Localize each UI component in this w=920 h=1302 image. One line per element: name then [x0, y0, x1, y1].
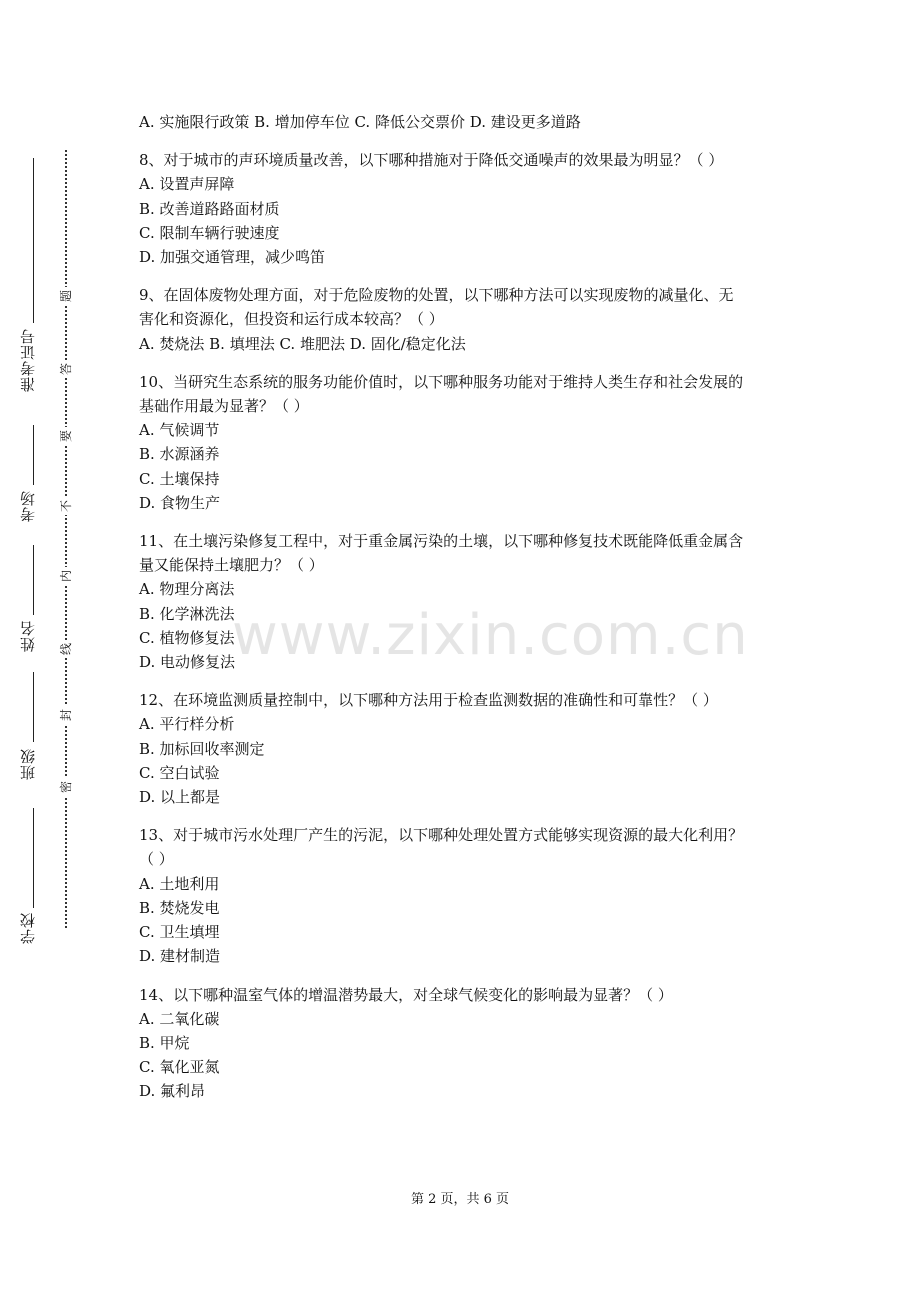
question-13	[139, 823, 789, 968]
option-a: A. 物理分离法	[139, 580, 235, 599]
option-b: B. 化学淋洗法	[139, 604, 235, 623]
seal-char: 内	[57, 567, 75, 585]
class-label: 班级	[19, 748, 37, 780]
seal-char: 答	[57, 360, 75, 378]
option-b: B. 焚烧发电	[139, 898, 220, 917]
question-9	[139, 283, 789, 356]
question-10	[139, 370, 789, 515]
page-footer	[0, 1188, 920, 1207]
exam-number-label: 准考证号	[19, 328, 37, 392]
question-stem: 8、对于城市的声环境质量改善，以下哪种措施对于降低交通噪声的效果最为明显？（ ）	[139, 151, 724, 170]
name-label: 姓名	[19, 620, 37, 652]
option-c: C. 卫生填埋	[139, 923, 220, 942]
option-c: C. 土壤保持	[139, 469, 220, 488]
option-b: B. 水源涵养	[139, 445, 220, 464]
option-a: A. 土地利用	[139, 874, 220, 893]
question-14	[139, 983, 789, 1104]
seal-char: 要	[57, 427, 75, 445]
name-field-line	[33, 545, 34, 615]
question-stem: 10、当研究生态系统的服务功能价值时，以下哪种服务功能对于维持人类生存和社会发展的	[139, 372, 744, 391]
option-d: D. 食物生产	[139, 493, 221, 512]
option-d: D. 建材制造	[139, 947, 221, 966]
option-line: A. 焚烧法 B. 填埋法 C. 堆肥法 D. 固化/稳定化法	[139, 334, 466, 353]
question-stem: 13、对于城市污水处理厂产生的污泥，以下哪种处理处置方式能够实现资源的最大化利用？	[139, 826, 744, 845]
page-number: 第 2 页，共 6 页	[410, 1192, 510, 1207]
name-field	[8, 620, 48, 652]
question-stem-cont: 量又能保持土壤肥力？（ ）	[139, 556, 324, 575]
option-b: B. 改善道路路面材质	[139, 199, 280, 218]
option-a: A. 平行样分析	[139, 715, 235, 734]
watermark: www.zixin.com.cn	[232, 603, 749, 668]
exam-number-field	[8, 328, 48, 392]
option-c: C. 植物修复法	[139, 628, 235, 647]
option-d: D. 电动修复法	[139, 653, 236, 672]
option-c: C. 氧化亚氮	[139, 1058, 220, 1077]
question-stem-cont: 害化和资源化，但投资和运行成本较高？（ ）	[139, 310, 444, 329]
option-a: A. 设置声屏障	[139, 175, 235, 194]
option-line: A. 实施限行政策 B. 增加停车位 C. 降低公交票价 D. 建设更多道路	[139, 113, 581, 131]
option-a: A. 二氧化碳	[139, 1009, 220, 1028]
question-stem-cont: 基础作用最为显著？（ ）	[139, 397, 309, 416]
seal-char: 密	[57, 778, 75, 796]
question-12	[139, 688, 789, 809]
option-c: C. 空白试验	[139, 763, 220, 782]
question-stem: 11、在土壤污染修复工程中，对于重金属污染的土壤，以下哪种修复技术既能降低重金属含	[139, 532, 744, 551]
option-b: B. 加标回收率测定	[139, 739, 265, 758]
seal-char: 线	[57, 640, 75, 658]
school-field-line	[33, 808, 34, 908]
question-stem: 9、在固体废物处理方面，对于危险废物的处置，以下哪种方法可以实现废物的减量化、无	[139, 286, 734, 305]
seal-dotted-line	[65, 150, 67, 928]
seal-char: 不	[57, 497, 75, 515]
question-stem-cont: （ ）	[139, 850, 174, 869]
school-field	[8, 912, 48, 944]
question-stem: 14、以下哪种温室气体的增温潜势最大，对全球气候变化的影响最为显著？（ ）	[139, 985, 673, 1004]
option-d: D. 以上都是	[139, 788, 221, 807]
option-c: C. 限制车辆行驶速度	[139, 223, 280, 242]
class-field	[8, 748, 48, 780]
exam-number-field-line	[33, 158, 34, 323]
option-d: D. 加强交通管理，减少鸣笛	[139, 248, 326, 267]
exam-room-field-line	[33, 425, 34, 485]
option-a: A. 气候调节	[139, 421, 220, 440]
question-7-options	[139, 110, 789, 134]
class-field-line	[33, 672, 34, 742]
exam-room-label: 考场	[19, 490, 37, 522]
school-label: 学校	[19, 912, 37, 944]
question-stem: 12、在环境监测质量控制中，以下哪种方法用于检查监测数据的准确性和可靠性？（ ）	[139, 691, 718, 710]
seal-char: 封	[57, 706, 75, 724]
seal-char: 题	[57, 287, 75, 305]
option-d: D. 氟利昂	[139, 1082, 206, 1101]
option-b: B. 甲烷	[139, 1033, 190, 1052]
exam-room-field	[8, 490, 48, 522]
question-8	[139, 148, 789, 269]
